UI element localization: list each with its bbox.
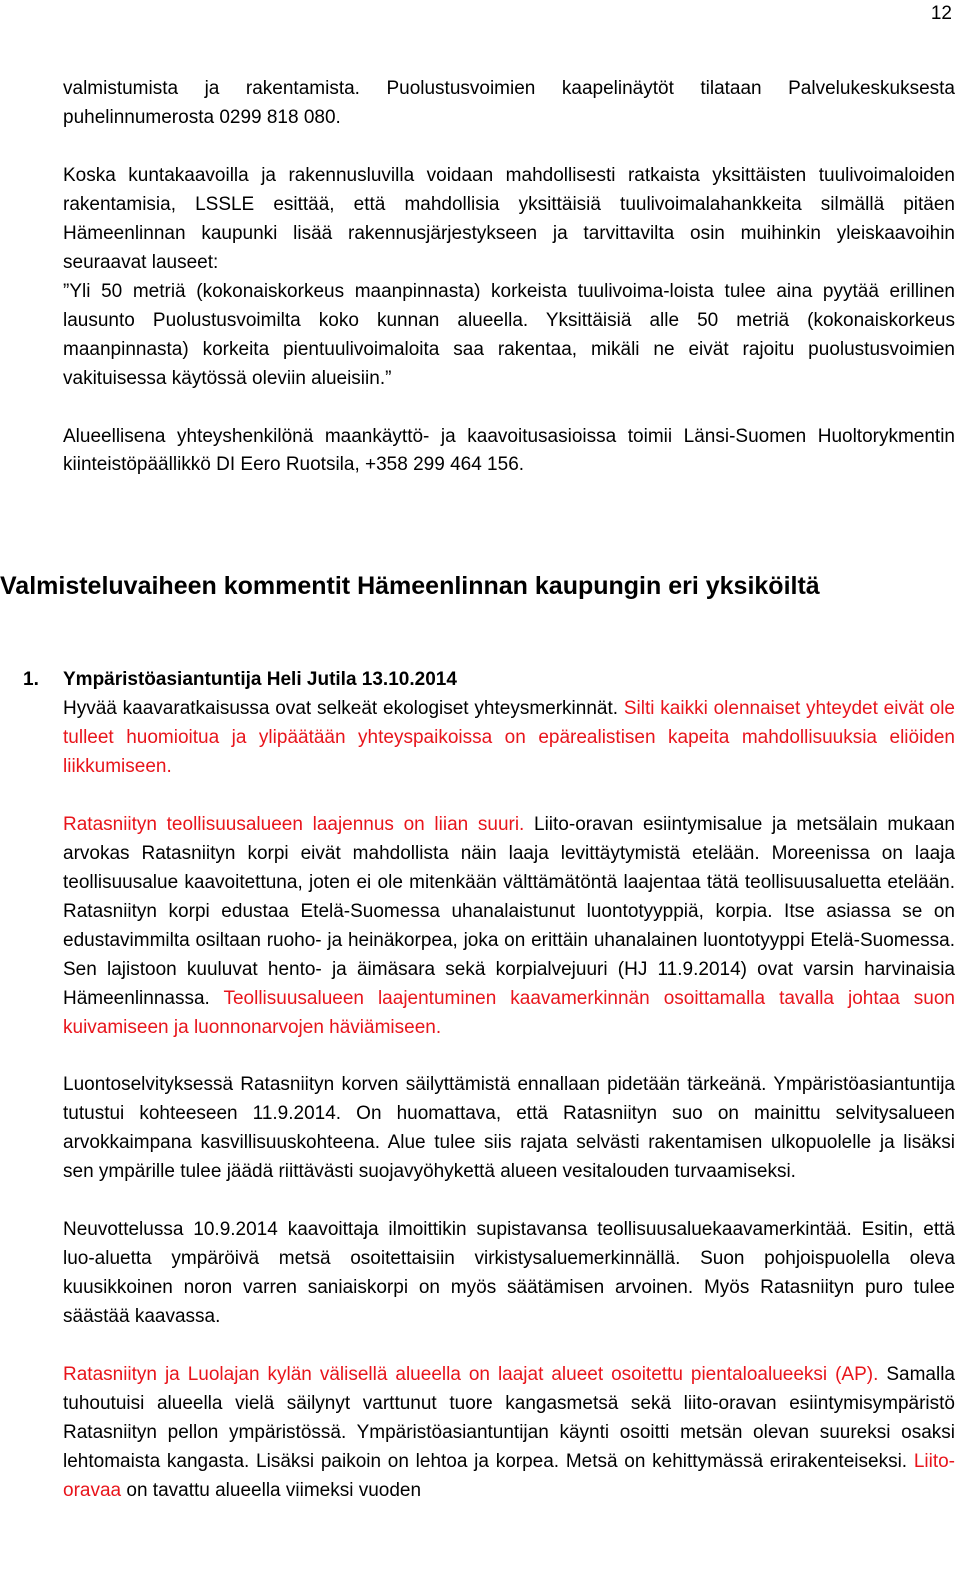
paragraph-text: Samalla tuhoutuisi alueella vielä säilynyt varttunut tuore kangasmetsä sekä liito-oravan esiintymisympäristö Ratasniityn pellon ympäristössä. Ympäristöasiantuntijan käynti osoitti metsän olevan suureksi osaksi lehtomaista kangasta. Lisäksi paikoin on lehtoa ja korpea. Metsä on kehittymässä erirakenteiseksi. [63,1364,955,1472]
section-heading: Valmisteluvaiheen kommentit Hämeenlinnan kaupungin eri yksiköiltä [0,572,820,600]
intro-paragraph-proposal: Koska kuntakaavoilla ja rakennusluvilla voidaan mahdollisesti ratkaista yksittäisten tuulivoimaloiden rakentamisia, LSSLE esittää, että mahdollisia yksittäisiä tuulivoimalahankkeita silmällä pitäen Hämeenlinnan kaupunki lisää rakennusjärjestykseen ja tarvittavilta osin muihinkin yleiskaavoihin seuraavat lauseet: [63,164,955,273]
paragraph-text: on tavattu alueella viimeksi vuoden [121,1479,422,1501]
comment-paragraph-3: Luontoselvityksessä Ratasniityn korven säilyttämistä ennallaan pidetään tärkeänä. Ympäristöasiantuntija tutustui kohteeseen 11.9.2014. On huomattava, että Ratasniityn suo on mainittu selvitysalueen arvokkaimpana kasvillisuuskohteena. Alue tulee siis rajata selvästi rakentamisen ulkopuolelle ja lisäksi sen ympärille tulee jäädä riittävästi suojavyöhykettä alueen vesitalouden turvaamiseksi. [63,1074,955,1183]
intro-quote: ”Yli 50 metriä (kokonaiskorkeus maanpinnasta) korkeista tuulivoima-loista tulee aina pyytää erillinen lausunto Puolustusvoimilta koko kunnan alueella. Yksittäisiä alle 50 metriä (kokonaiskorkeus maanpinnasta) korkeita pientuulivoimaloita saa rakentaa, mikäli ne eivät rajoitu puolustusvoimien vakituisessa käytössä oleviin alueisiin.” [63,280,955,389]
paragraph-text: Liito-oravan esiintymisalue ja metsälain mukaan arvokas Ratasniityn korpi eivät mahdollista näin laaja levittäytymistä etelään. Moreenissa on laaja teollisuusalue kaavoitettuna, joten ei ole mitenkään välttämätöntä laajentaa tätä teollisuusaluetta etelään. Ratasniityn korpi edustaa Etelä-Suomessa uhanalaistunut luontotyyppiä, korpia. Itse asiassa se on edustavimmilta osiltaan ruoho- ja heinäkorpea, joka on erittäin uhanalainen luontotyyppi Etelä-Suomessa. Sen lajistoon kuuluvat hento- ja äimäsara sekä korpialvejuuri (HJ 11.9.2014) ovat varsin harvinaisia Hämeenlinnassa. [63,813,955,1009]
highlighted-text: Teollisuusalueen laajentuminen kaavamerkinnän osoittamalla tavalla johtaa suon kuivamiseen ja luonnonarvojen häviämiseen. [63,987,955,1038]
comment-title-text: Ympäristöasiantuntija Heli Jutila 13.10.2014 [63,669,457,690]
comment-section-1 [23,665,955,1506]
highlighted-text: Silti kaikki olennaiset yhteydet eivät ole tulleet huomioitua ja ylipäätään yhteyspaikoissa on epärealistisen kapeita mahdollisuuksia eliöiden liikkumiseen. [63,698,955,777]
comment-number: 1. [23,669,39,690]
paragraph-text: Hyvää kaavaratkaisussa ovat selkeät ekologiset yhteysmerkinnät. [63,698,624,719]
comment-paragraph-4: Neuvottelussa 10.9.2014 kaavoittaja ilmoittikin supistavansa teollisuusaluekaavamerkintää. Esitin, että luo-aluetta ympäröivä metsä osoitettaisiin virkistysaluemerkinnällä. Suon pohjoispuolella oleva kuusikkoinen noron varren saniaiskorpi on myös säätämisen arvoinen. Myös Ratasniityn puro tulee säästää kaavassa. [63,1219,955,1328]
highlighted-text: Liito-oravaa [63,1450,955,1501]
comment-paragraph-2 [63,811,955,1043]
comment-paragraph-1 [63,695,955,782]
comment-paragraph-5 [63,1361,955,1506]
intro-contact-paragraph: Alueellisena yhteyshenkilönä maankäyttö- ja kaavoitusasioissa toimii Länsi-Suomen Huoltorykmentin kiinteistöpäällikkö DI Eero Ruotsila, +358 299 464 156. [63,425,955,476]
page-number: 12 [930,3,952,24]
highlighted-text: Ratasniityn ja Luolajan kylän välisellä alueella on laajat alueet osoitettu pientaloalueeksi (AP). [63,1364,879,1386]
intro-paragraph-continuation: valmistumista ja rakentamista. Puolustusvoimien kaapelinäytöt tilataan Palvelukeskuksesta puhelinnumerosta 0299 818 080. [63,78,955,128]
intro-section [63,75,955,480]
comment-title [23,665,955,695]
highlighted-text: Ratasniityn teollisuusalueen laajennus on liian suuri. [63,813,525,835]
